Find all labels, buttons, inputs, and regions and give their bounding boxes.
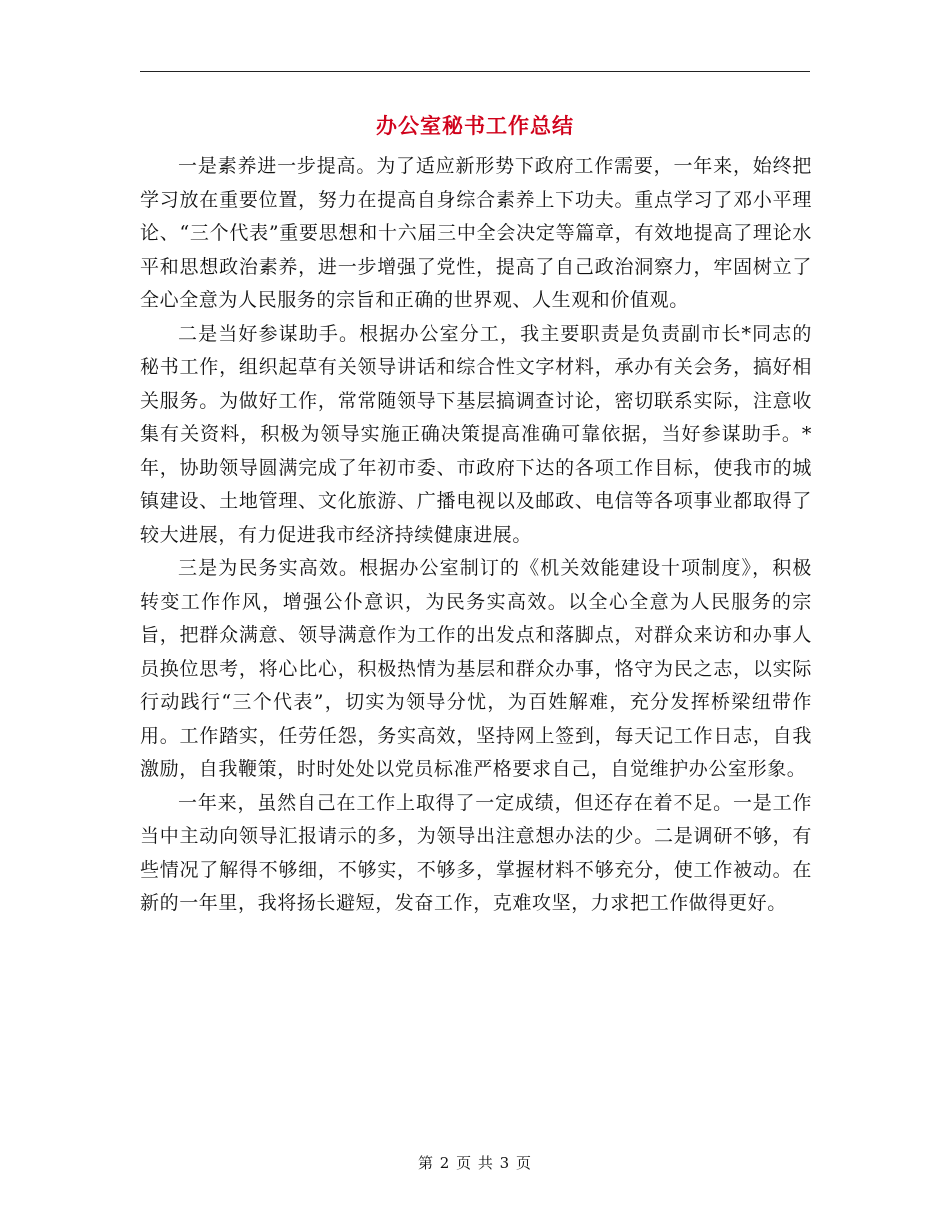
- paragraph-2: 二是当好参谋助手。根据办公室分工，我主要职责是负责副市长*同志的秘书工作，组织起草有关领导讲话和综合性文字材料，承办有关会务，搞好相关服务。为做好工作，常常随领导下基层搞调查讨论，密切联系实际，注意收集有关资料，积极为领导实施正确决策提高准确可靠依据，当好参谋助手。*年，协助领导圆满完成了年初市委、市政府下达的各项工作目标，使我市的城镇建设、土地管理、文化旅游、广播电视以及邮政、电信等各项事业都取得了较大进展，有力促进我市经济持续健康进展。: [140, 322, 812, 546]
- footer-page-number: 2: [439, 1154, 451, 1172]
- page-footer: [140, 1152, 810, 1173]
- paragraph-4: 一年来，虽然自己在工作上取得了一定成绩，但还存在着不足。一是工作当中主动向领导汇报请示的多，为领导出注意想办法的少。二是调研不够，有些情况了解得不够细，不够实，不够多，掌握材料不够充分，使工作被动。在新的一年里，我将扬长避短，发奋工作，克难攻坚，力求把工作做得更好。: [140, 791, 812, 914]
- document-title: 办公室秘书工作总结: [376, 113, 574, 138]
- document-body: [140, 150, 812, 921]
- paragraph-3: 三是为民务实高效。根据办公室制订的《机关效能建设十项制度》，积极转变工作作风，增强公仆意识，为民务实高效。以全心全意为人民服务的宗旨，把群众满意、领导满意作为工作的出发点和落脚点，对群众来访和办事人员换位思考，将心比心，积极热情为基层和群众办事，恪守为民之志，以实际行动践行“三个代表”，切实为领导分忧，为百姓解难，充分发挥桥梁纽带作用。工作踏实，任劳任怨，务实高效，坚持网上签到，每天记工作日志，自我激励，自我鞭策，时时处处以党员标准严格要求自己，自觉维护办公室形象。: [140, 557, 812, 780]
- footer-total-pages: 3: [499, 1154, 511, 1172]
- footer-middle: 页 共: [456, 1154, 494, 1172]
- header-rule: [140, 71, 810, 72]
- footer-suffix: 页: [516, 1154, 533, 1172]
- footer-prefix: 第: [417, 1154, 434, 1172]
- paragraph-1: 一是素养进一步提高。为了适应新形势下政府工作需要，一年来，始终把学习放在重要位置，努力在提高自身综合素养上下功夫。重点学习了邓小平理论、“三个代表”重要思想和十六届三中全会决定等篇章，有效地提高了理论水平和思想政治素养，进一步增强了党性，提高了自己政治洞察力，牢固树立了全心全意为人民服务的宗旨和正确的世界观、人生观和价值观。: [140, 155, 812, 311]
